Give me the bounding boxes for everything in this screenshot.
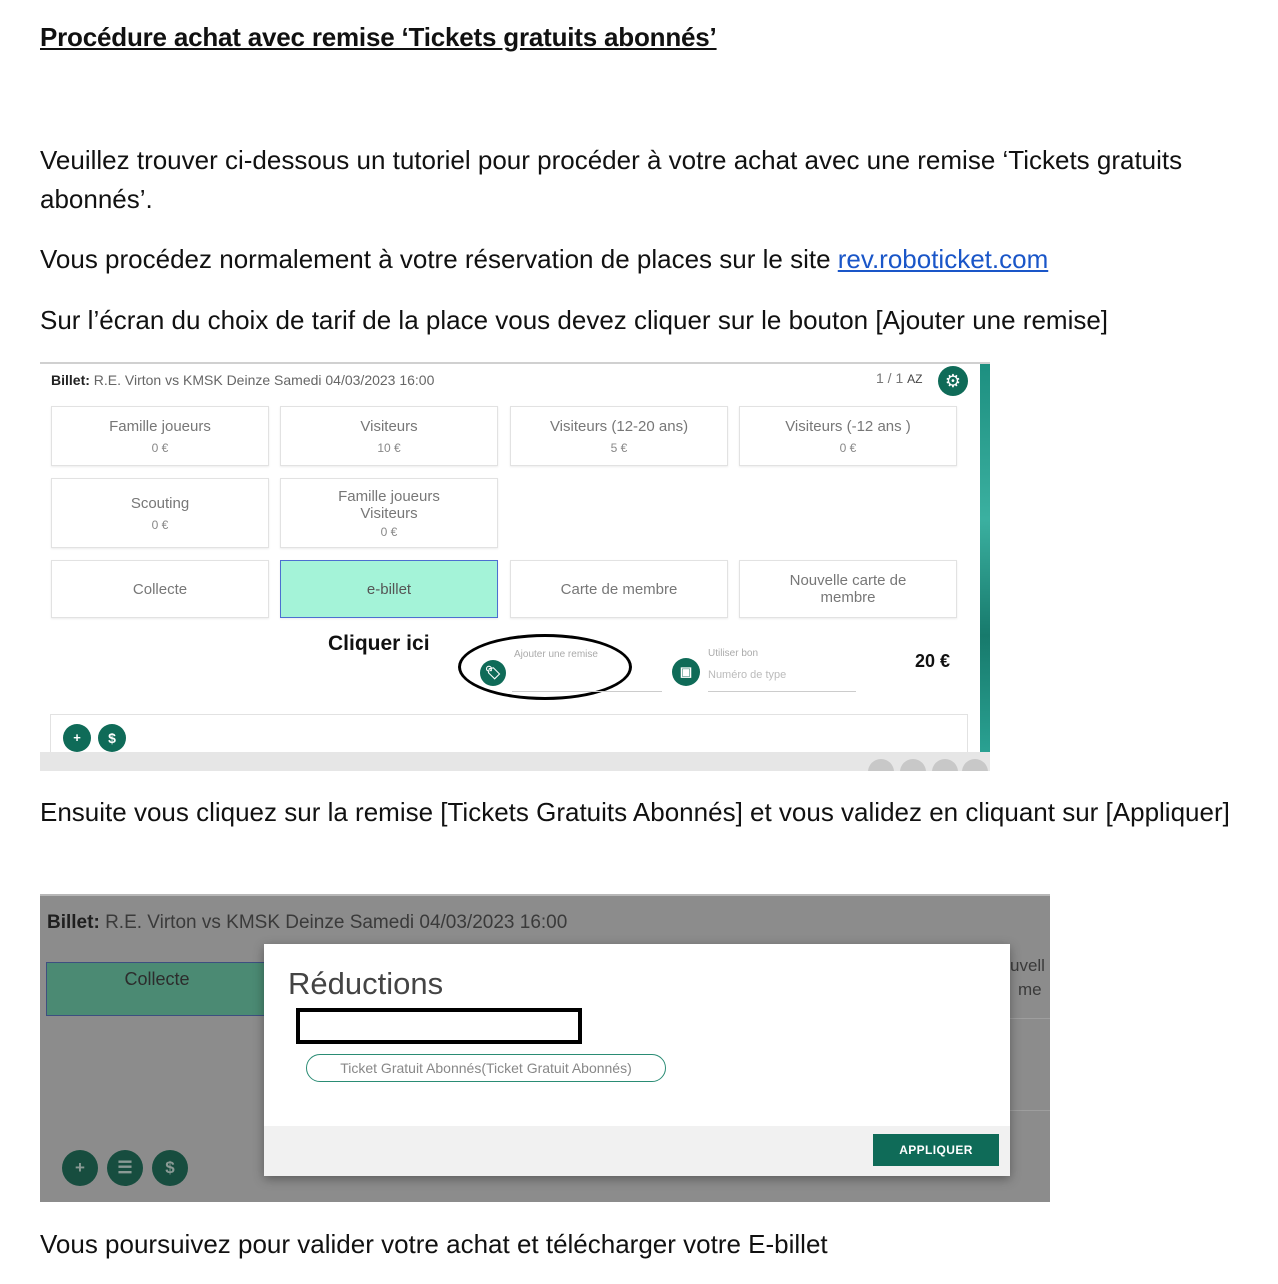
tariff-price: 0 € [380, 524, 398, 539]
conclusion-paragraph: Vous poursuivez pour valider votre achat et télécharger votre E-billet [40, 1229, 828, 1259]
dollar-icon[interactable]: $ [98, 724, 126, 752]
tariff-tile[interactable] [51, 406, 269, 466]
screenshot-discount-modal [40, 894, 1050, 1202]
divider [1010, 1018, 1050, 1019]
reservation-paragraph [40, 240, 1250, 279]
counter-value: 1 / 1 [876, 370, 904, 386]
ticket-counter [876, 370, 922, 386]
tariff-name: Carte de membre [560, 580, 678, 598]
tariff-name: Nouvelle carte de membre [789, 572, 907, 606]
intro-paragraph: Veuillez trouver ci-dessous un tutoriel pour procéder à votre achat avec une remise ‘Tickets gratuits abonnés’. [40, 145, 1183, 214]
tariff-price: 10 € [377, 440, 401, 455]
apply-button[interactable]: APPLIQUER [873, 1134, 999, 1166]
voucher-underline [708, 691, 856, 692]
tariff-price: 0 € [839, 440, 857, 455]
voucher-label: Utiliser bon [708, 648, 759, 659]
tariff-name: Scouting [130, 494, 190, 512]
instruction-2: Ensuite vous cliquez sur la remise [Tickets Gratuits Abonnés] et vous validez en cliquant sur [Appliquer] [40, 797, 1230, 827]
add-discount-button[interactable]: Ajouter une remise [514, 649, 598, 660]
discount-underline [512, 691, 662, 692]
roboticket-link[interactable]: rev.roboticket.com [837, 244, 1049, 274]
tariff-name: Collecte [132, 580, 188, 598]
discount-option-chip[interactable]: Ticket Gratuit Abonnés(Ticket Gratuit Abonnés) [306, 1054, 666, 1082]
tariff-price: 5 € [610, 440, 628, 455]
ticket-event: R.E. Virton vs KMSK Deinze Samedi 04/03/2023 16:00 [93, 372, 435, 388]
tariff-name: Visiteurs [360, 417, 418, 435]
tariff-name: e-billet [366, 580, 412, 598]
reductions-modal [264, 944, 1010, 1176]
tariff-name: Visiteurs (-12 ans ) [785, 417, 911, 435]
tariff-tile-selected[interactable] [280, 560, 498, 618]
background-text-fragment: uvell [1010, 956, 1045, 975]
modal-title: Réductions [288, 966, 444, 1001]
voucher-input[interactable]: Numéro de type [708, 669, 787, 681]
tariff-tile[interactable] [280, 406, 498, 466]
screenshot-tariff-selection [40, 362, 990, 771]
reservation-text: Vous procédez normalement à votre réservation de places sur le site [40, 244, 838, 274]
tariff-price: 0 € [151, 517, 169, 532]
tariff-tile[interactable] [510, 560, 728, 618]
ticket-header [51, 372, 434, 388]
voucher-icon[interactable]: ▣ [672, 658, 700, 686]
tariff-tile[interactable] [510, 406, 728, 466]
ticket-label: Billet: [51, 372, 90, 388]
tariff-tile[interactable] [51, 478, 269, 548]
tariff-tile[interactable] [280, 478, 498, 548]
footer-band [40, 752, 990, 771]
click-here-annotation: Cliquer ici [328, 632, 430, 655]
ticket-header [47, 912, 567, 934]
total-price: 20 € [915, 651, 951, 671]
divider [1010, 1110, 1050, 1111]
tariff-tile-background: Collecte [46, 962, 268, 1016]
tariff-name: Visiteurs (12-20 ans) [549, 417, 689, 435]
redaction-box [296, 1008, 582, 1044]
ticket-event: R.E. Virton vs KMSK Deinze Samedi 04/03/2023 16:00 [105, 912, 568, 933]
bottom-panel [50, 714, 968, 755]
tariff-name: Famille joueurs [109, 417, 211, 435]
document-title: Procédure achat avec remise ‘Tickets gratuits abonnés’ [40, 22, 717, 52]
add-document-icon[interactable]: + [62, 1150, 98, 1186]
tag-icon[interactable]: 🏷 [480, 660, 506, 686]
sort-icon[interactable]: AZ [907, 372, 923, 386]
ticket-label: Billet: [47, 912, 100, 933]
tariff-tile[interactable] [51, 560, 269, 618]
gear-icon[interactable]: ⚙ [938, 366, 968, 396]
side-bar [980, 364, 990, 752]
tariff-tile[interactable] [739, 406, 957, 466]
tariff-tile[interactable] [739, 560, 957, 618]
list-icon[interactable]: ☰ [107, 1150, 143, 1186]
background-text-fragment: me [1018, 980, 1042, 999]
tariff-price: 0 € [151, 440, 169, 455]
tariff-name: Famille joueurs Visiteurs [338, 487, 440, 522]
instruction-1: Sur l’écran du choix de tarif de la place vous devez cliquer sur le bouton [Ajouter une remise] [40, 305, 1109, 335]
add-document-icon[interactable]: + [63, 724, 91, 752]
dollar-icon[interactable]: $ [152, 1150, 188, 1186]
